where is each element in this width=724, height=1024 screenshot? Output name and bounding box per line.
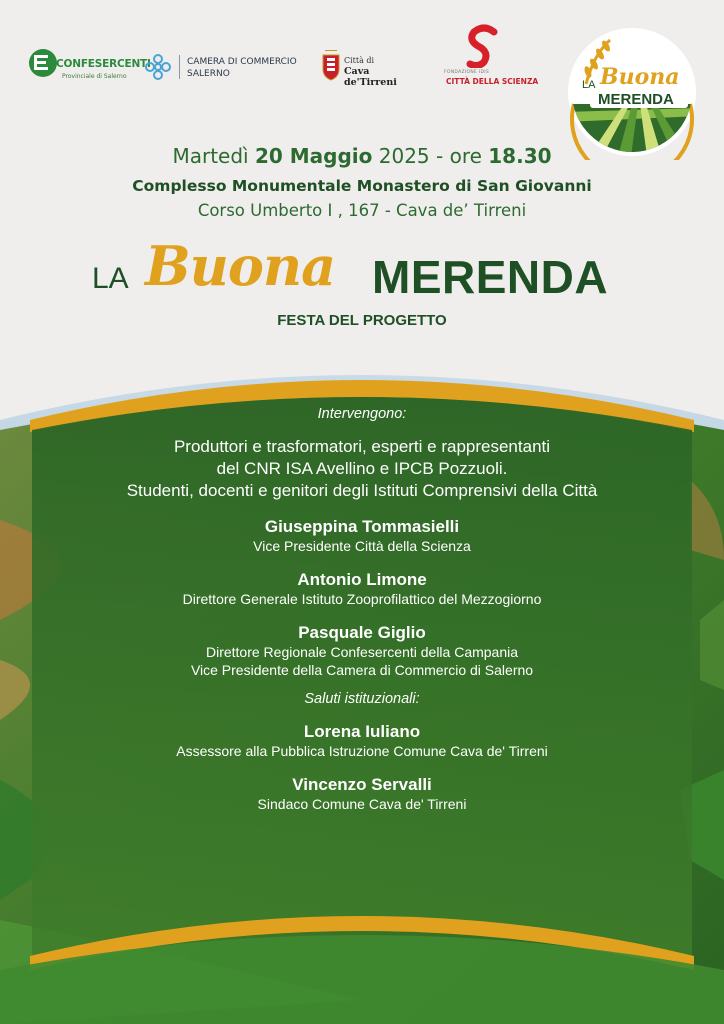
speaker-name: Antonio Limone: [297, 570, 427, 589]
date-bold: 20 Maggio: [254, 144, 373, 168]
camera-commercio-line2: SALERNO: [187, 69, 230, 79]
main-title: [0, 234, 724, 314]
citta-della-scienza-top: FONDAZIONE IDIS: [444, 70, 490, 75]
speaker-role: Vice Presidente della Camera di Commercio di Salerno: [190, 662, 534, 678]
speaker-name: Pasquale Giglio: [298, 623, 426, 642]
cava-line1: Città di: [344, 56, 375, 65]
speaker-role: Vice Presidente Città della Scienza: [253, 538, 471, 554]
badge-buona: Buona: [600, 64, 680, 90]
speaker-role: Direttore Generale Istituto Zooprofilattico del Mezzogiorno: [182, 591, 542, 607]
title-la: LA: [92, 262, 129, 295]
greeting-role: Sindaco Comune Cava de' Tirreni: [257, 796, 467, 812]
intro-line-3: Studenti, docenti e genitori degli Istituti Comprensivi della Città: [126, 481, 598, 500]
citta-della-scienza-name: CITTÀ DELLA SCIENZA: [446, 77, 539, 86]
date-year: 2025 - ore: [372, 144, 489, 168]
buona-merenda-badge: [564, 24, 700, 160]
event-date: [0, 144, 724, 168]
subtitle: FESTA DEL PROGETTO: [277, 312, 447, 329]
program: [32, 406, 692, 813]
confesercenti-logo: [28, 46, 151, 86]
cava-line2: Cava de'Tirreni: [344, 66, 397, 88]
citta-della-scienza-mark-icon: [464, 24, 504, 68]
date-prefix: Martedì: [172, 144, 255, 168]
program-intro: [32, 436, 692, 502]
badge-merenda: MERENDA: [598, 91, 674, 108]
greeting-role: Assessore alla Pubblica Istruzione Comune Cava de' Tirreni: [176, 743, 548, 759]
greeting-name: Vincenzo Servalli: [292, 775, 432, 794]
title-buona: Buona: [145, 234, 336, 298]
event-venue: Complesso Monumentale Monastero di San Giovanni: [132, 177, 592, 195]
citta-della-scienza-logo: [440, 24, 539, 86]
camera-commercio-mark-icon: [143, 52, 173, 82]
speaker-name: Giuseppina Tommasielli: [264, 517, 460, 536]
cava-logo: [322, 47, 422, 87]
speaker-role: Direttore Regionale Confesercenti della Campania: [205, 644, 519, 660]
intro-line-1: Produttori e trasformatori, esperti e rappresentanti: [173, 437, 551, 456]
camera-commercio-line1: CAMERA DI COMMERCIO: [187, 57, 297, 67]
greetings-label: Saluti istituzionali:: [304, 691, 420, 707]
event-address: Corso Umberto I , 167 - Cava de’ Tirreni: [197, 201, 527, 220]
confesercenti-name: CONFESERCENTI: [56, 58, 151, 70]
greeting-name: Lorena Iuliano: [303, 722, 421, 741]
event-time: 18.30: [488, 144, 552, 168]
camera-commercio-logo: [143, 52, 313, 86]
cava-crest-icon: [322, 47, 340, 81]
divider: [179, 55, 180, 79]
intro-line-2: del CNR ISA Avellino e IPCB Pozzuoli.: [216, 459, 508, 478]
program-label: Intervengono:: [317, 406, 407, 422]
confesercenti-mark-icon: [28, 48, 58, 78]
confesercenti-sub: Provinciale di Salerno: [62, 73, 127, 80]
title-merenda: MERENDA: [372, 251, 609, 303]
badge-la: LA: [582, 79, 596, 91]
